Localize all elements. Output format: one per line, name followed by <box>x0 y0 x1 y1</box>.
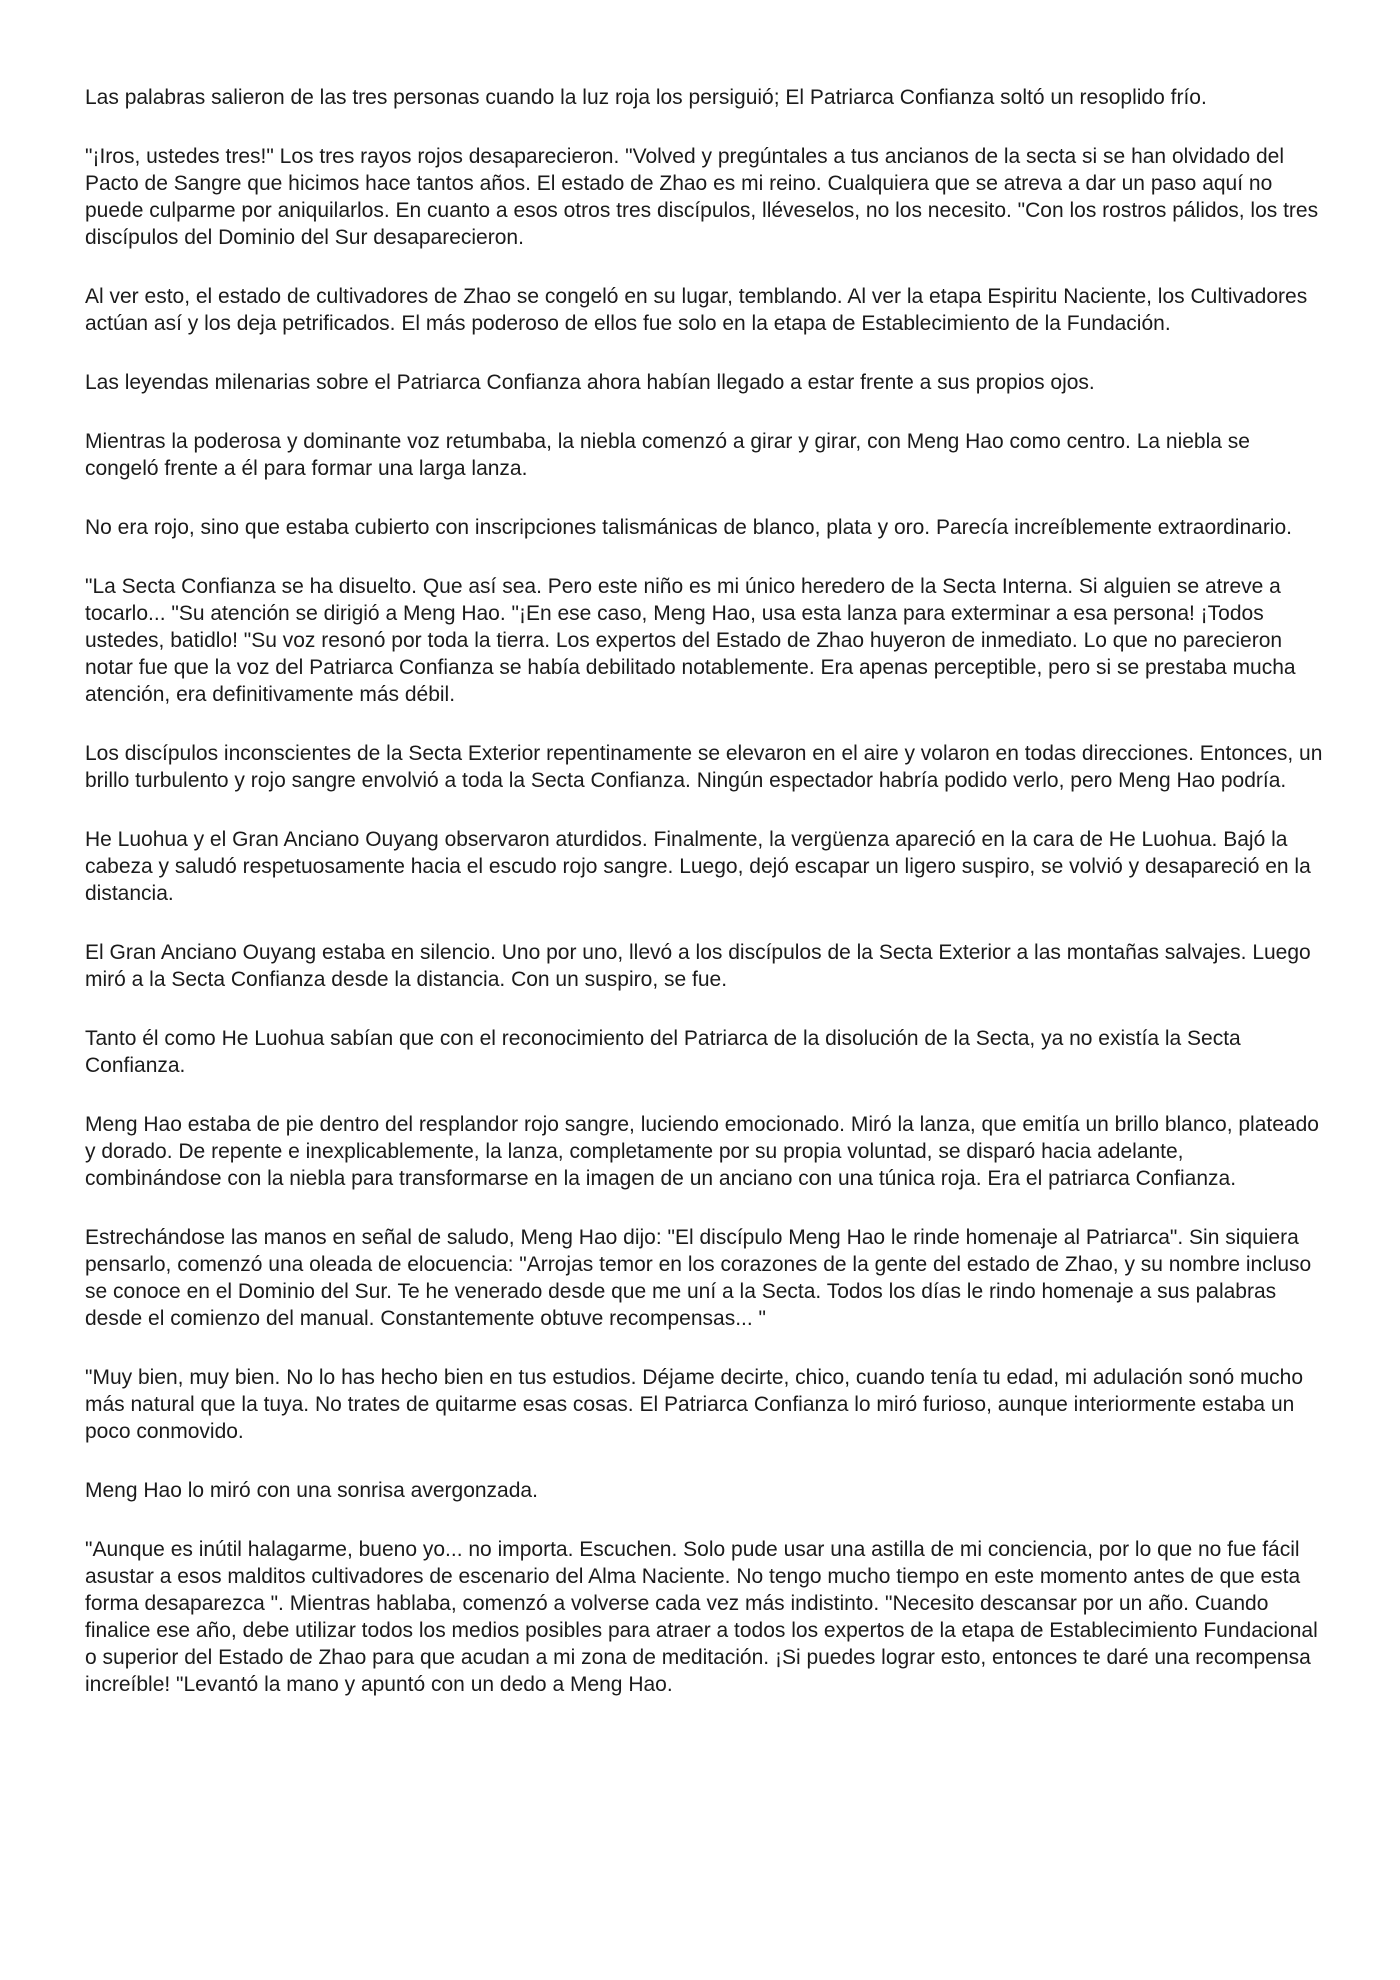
paragraph-8: Los discípulos inconscientes de la Secta Exterior repentinamente se elevaron en el aire y volaron en todas direcciones. Entonces, un brillo turbulento y rojo sangre envolvió a toda la Secta Confianza. Ningún espectador habría podido verlo, pero Meng Hao podría. <box>85 742 1323 792</box>
paragraph-16: "Aunque es inútil halagarme, bueno yo... no importa. Escuchen. Solo pude usar una astilla de mi conciencia, por lo que no fue fácil asustar a esos malditos cultivadores de escenario del Alma Naciente. No tengo mucho tiempo en este momento antes de que esta forma desaparezca ". Mientras hablaba, comenzó a volverse cada vez más indistinto. "Necesito descansar por un año. Cuando finalice ese año, debe utilizar todos los medios posibles para atraer a todos los expertos de la etapa de Establecimiento Fundacional o superior del Estado de Zhao para que acudan a mi zona de meditación. ¡Si puedes lograr esto, entonces te daré una recompensa increíble! "Levantó la mano y apuntó con un dedo a Meng Hao. <box>85 1538 1318 1696</box>
paragraph-15: Meng Hao lo miró con una sonrisa avergonzada. <box>85 1479 538 1502</box>
paragraph-11: Tanto él como He Luohua sabían que con el reconocimiento del Patriarca de la disolución de la Secta, ya no existía la Secta Confianza. <box>85 1027 1241 1077</box>
paragraph-2: "¡Iros, ustedes tres!" Los tres rayos rojos desaparecieron. "Volved y pregúntales a tus ancianos de la secta si se han olvidado del Pacto de Sangre que hicimos hace tantos años. El estado de Zhao es mi reino. Cualquiera que se atreva a dar un paso aquí no puede culparme por aniquilarlos. En cuanto a esos otros tres discípulos, lléveselos, no los necesito. "Con los rostros pálidos, los tres discípulos del Dominio del Sur desaparecieron. <box>85 145 1319 249</box>
paragraph-9: He Luohua y el Gran Anciano Ouyang observaron aturdidos. Finalmente, la vergüenza apareció en la cara de He Luohua. Bajó la cabeza y saludó respetuosamente hacia el escudo rojo sangre. Luego, dejó escapar un ligero suspiro, se volvió y desapareció en la distancia. <box>85 828 1311 905</box>
paragraph-4: Las leyendas milenarias sobre el Patriarca Confianza ahora habían llegado a estar frente a sus propios ojos. <box>85 371 1095 394</box>
paragraph-14: "Muy bien, muy bien. No lo has hecho bien en tus estudios. Déjame decirte, chico, cuando tenía tu edad, mi adulación sonó mucho más natural que la tuya. No trates de quitarme esas cosas. El Patriarca Confianza lo miró furioso, aunque interiormente estaba un poco conmovido. <box>85 1366 1304 1443</box>
paragraph-13: Estrechándose las manos en señal de saludo, Meng Hao dijo: "El discípulo Meng Hao le rinde homenaje al Patriarca". Sin siquiera pensarlo, comenzó una oleada de elocuencia: "Arrojas temor en los corazones de la gente del estado de Zhao, y su nombre incluso se conoce en el Dominio del Sur. Te he venerado desde que me uní a la Secta. Todos los días le rindo homenaje a sus palabras desde el comienzo del manual. Constantemente obtuve recompensas... " <box>85 1226 1312 1330</box>
paragraph-12: Meng Hao estaba de pie dentro del resplandor rojo sangre, luciendo emocionado. Miró la lanza, que emitía un brillo blanco, plateado y dorado. De repente e inexplicablemente, la lanza, completamente por su propia voluntad, se disparó hacia adelante, combinándose con la niebla para transformarse en la imagen de un anciano con una túnica roja. Era el patriarca Confianza. <box>85 1113 1319 1190</box>
paragraph-1: Las palabras salieron de las tres personas cuando la luz roja los persiguió; El Patriarca Confianza soltó un resoplido frío. <box>85 86 1207 109</box>
paragraph-10: El Gran Anciano Ouyang estaba en silencio. Uno por uno, llevó a los discípulos de la Secta Exterior a las montañas salvajes. Luego miró a la Secta Confianza desde la distancia. Con un suspiro, se fue. <box>85 941 1311 991</box>
paragraph-3: Al ver esto, el estado de cultivadores de Zhao se congeló en su lugar, temblando. Al ver la etapa Espiritu Naciente, los Cultivadores actúan así y los deja petrificados. El más poderoso de ellos fue solo en la etapa de Establecimiento de la Fundación. <box>85 285 1308 335</box>
document-page <box>85 84 1325 1730</box>
paragraph-5: Mientras la poderosa y dominante voz retumbaba, la niebla comenzó a girar y girar, con Meng Hao como centro. La niebla se congeló frente a él para formar una larga lanza. <box>85 430 1250 480</box>
paragraph-7: "La Secta Confianza se ha disuelto. Que así sea. Pero este niño es mi único heredero de la Secta Interna. Si alguien se atreve a tocarlo... "Su atención se dirigió a Meng Hao. "¡En ese caso, Meng Hao, usa esta lanza para exterminar a esa persona! ¡Todos ustedes, batidlo! "Su voz resonó por toda la tierra. Los expertos del Estado de Zhao huyeron de inmediato. Lo que no parecieron notar fue que la voz del Patriarca Confianza se había debilitado notablemente. Era apenas perceptible, pero si se prestaba mucha atención, era definitivamente más débil. <box>85 575 1296 706</box>
paragraph-6: No era rojo, sino que estaba cubierto con inscripciones talismánicas de blanco, plata y oro. Parecía increíblemente extraordinario. <box>85 516 1292 539</box>
